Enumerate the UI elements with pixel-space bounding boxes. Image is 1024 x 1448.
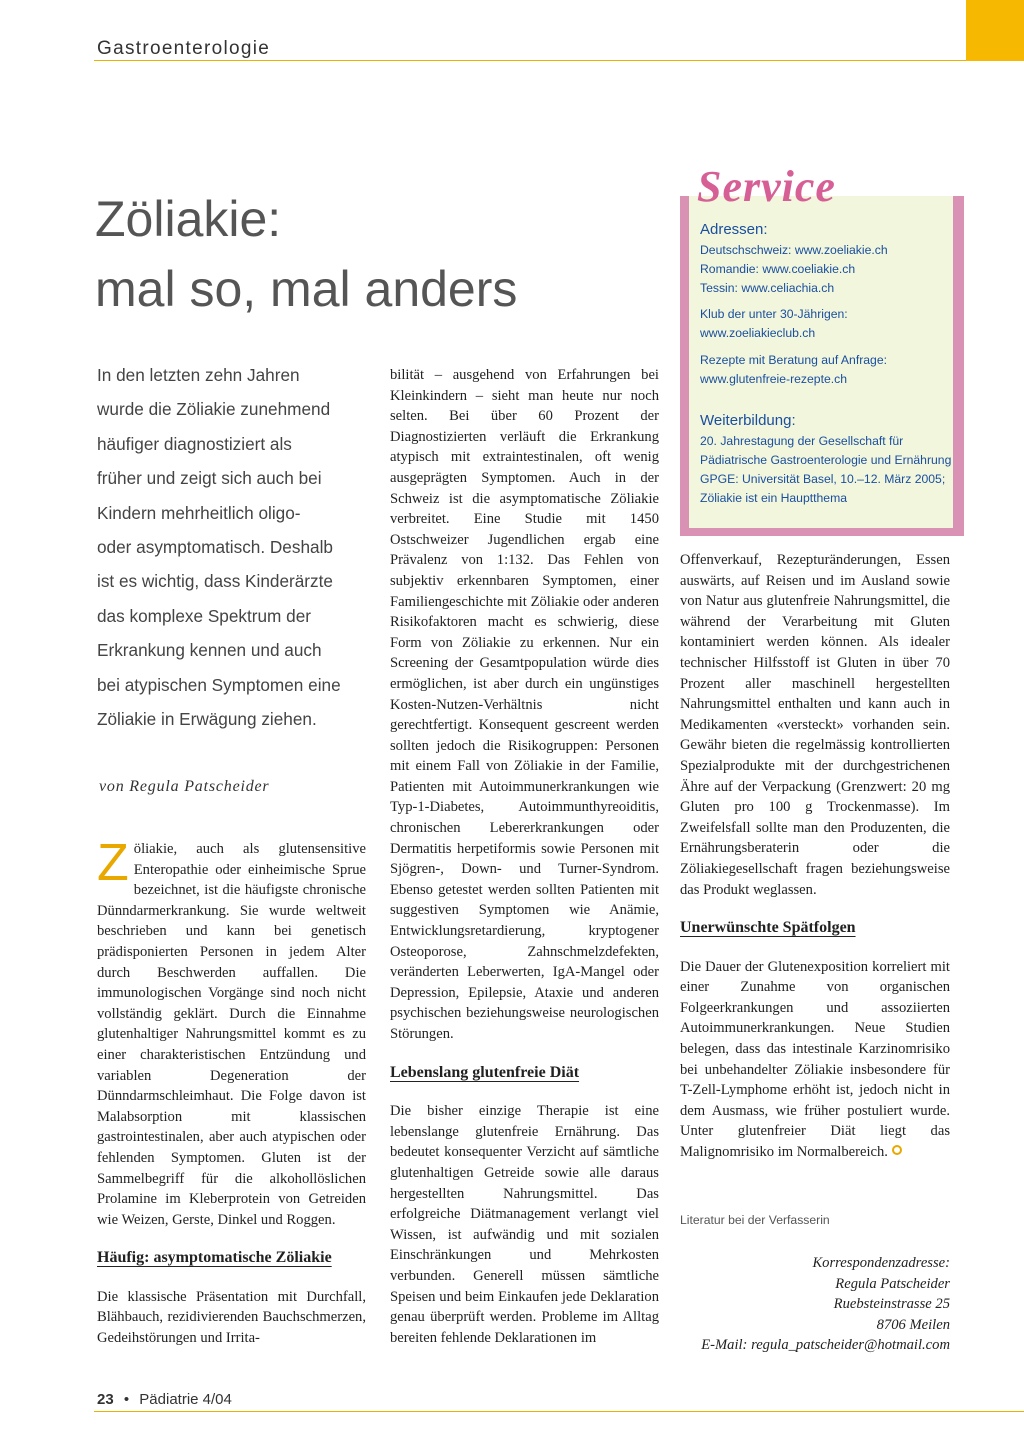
column-1: [97, 834, 366, 1349]
column-2: [390, 365, 659, 1348]
address-email[interactable]: E-Mail: regula_patscheider@hotmail.com: [701, 1337, 950, 1354]
lead-line: Zöliakie in Erwägung ziehen.: [97, 709, 317, 730]
paragraph-spaetfolgen-text: Die Dauer der Glutenexposition korreliert mit einer Zunahme von organischen Folgeerkrankungen und assoziierten Autoimmunerkrankungen. Neue Studien belegen, dass das intestinale Karzinomrisiko bei unbehandelter Zöliakie insbesondere für T-Zell-Lymphome erhöht ist, jedoch nicht in dem Ausmass, wie früher postuliert wurde. Unter glutenfreier Diät liegt das Malignomrisiko im Normalbereich.: [680, 958, 950, 1161]
service-link-tessin[interactable]: Tessin: www.celiachia.ch: [700, 281, 835, 295]
literature-note: Literatur bei der Verfasserin: [680, 1213, 830, 1227]
journal-issue: Pädiatrie 4/04: [139, 1391, 232, 1408]
page-number: 23: [97, 1391, 114, 1408]
author-byline: von Regula Patscheider: [99, 778, 270, 795]
lead-line: Kindern mehrheitlich oligo-: [97, 502, 301, 523]
subheading-diaet: Lebenslang glutenfreie Diät: [390, 1063, 580, 1081]
section-header: Gastroenterologie: [97, 38, 271, 59]
service-link-rezepte[interactable]: www.glutenfreie-rezepte.ch: [700, 372, 847, 386]
lead-line: oder asymptomatisch. Deshalb: [97, 537, 333, 558]
lead-line: Erkrankung kennen und auch: [97, 640, 322, 661]
lead-paragraph: [97, 358, 372, 736]
corner-accent-block: [966, 0, 1024, 61]
service-title: Service: [697, 162, 836, 211]
header-rule: [94, 60, 966, 61]
address-line: Regula Patscheider: [835, 1275, 950, 1292]
page-footer: [97, 1391, 232, 1408]
service-weiterbildung-heading: Weiterbildung:: [700, 412, 796, 429]
service-weiterbildung-line: Pädiatrische Gastroenterologie und Ernährung: [700, 453, 952, 467]
lead-line: das komplexe Spektrum der: [97, 605, 311, 626]
service-link-klub[interactable]: www.zoeliakieclub.ch: [700, 326, 816, 340]
correspondence-address: [680, 1253, 950, 1356]
subheading-spaetfolgen: Unerwünschte Spätfolgen: [680, 919, 856, 937]
paragraph-intro-text: öliakie, auch als glutensensitive Enteropathie oder einheimische Sprue bezeichnet, ist die häufigste chronische Dünndarmerkrankung. Sie wurde weltweit beschrieben und kann bei genetisch prädisponierten Personen in jedem Alter durch Beschwerden auffallen. Die immunologischen Vorgänge sind noch nicht vollständig geklärt. Durch die Einnahme glutenhaltiger Nahrungsmittel kommt es zu einer charakteristischen Entzündung und variablen Degeneration der Dünndarmschleimhaut. Die Folge davon ist Malabsorption mit klassischen gastrointestinalen, aber auch atypischen oder fehlenden Symptomen. Gluten ist der Sammelbegriff für die alkohollöslichen Prolamine im Kleberprotein von Getreiden wie Weizen, Gerste, Dinkel und Roggen.: [97, 841, 366, 1228]
address-line: Ruebsteinstrasse 25: [833, 1296, 950, 1313]
paragraph-intro: [97, 834, 366, 1230]
service-adressen-heading: Adressen:: [700, 221, 768, 238]
address-line: 8706 Meilen: [876, 1316, 950, 1333]
article-title: [95, 184, 517, 324]
end-mark-icon: [892, 1145, 902, 1155]
service-klub-label: Klub der unter 30-Jährigen:: [700, 307, 848, 321]
lead-line: ist es wichtig, dass Kinderärzte: [97, 571, 333, 592]
lead-line: bei atypischen Symptomen eine: [97, 674, 341, 695]
title-line-2: mal so, mal anders: [95, 261, 518, 317]
paragraph-atypisch: bilität – ausgehend von Erfahrungen bei Kleinkindern – sieht man heute nur noch selten. Bei über 60 Prozent der Diagnostizierten verläuft die Erkrankung atypisch mit extraintestinalen, oft wenig ausgeprägten Symptomen. Auch in der Schweiz ist die asymptomatische Zöliakie verbreitet. Eine Studie mit 1450 Ostschweizer Jugendlichen ergab eine Prävalenz von 1:132. Das Fehlen von subjektiv erkennbaren Symptomen, einer Familiengeschichte mit Zöliakie oder anderen Risikofaktoren macht es schwierig, diese Form von Zöliakie zu erkennen. Nur ein Screening der Gesamtpopulation würde dies ermöglichen, ist aber durch ein ungünstiges Kosten-Nutzen-Verhältnis nicht gerechtfertigt. Konsequent gescreent werden sollten jedoch die Risikogruppen: Personen mit einem Fall von Zöliakie in der Familie, Patienten mit Autoimmunerkrankungen wie Typ-1-Diabetes, Autoimmunthyreoiditis, chronischen Lebererkrankungen oder Dermatitis herpetiformis sowie Personen mit Sjögren-, Down- und Turner-Syndrom. Ebenso getestet werden sollten Patienten mit suggestiven Symptomen wie Anämie, Entwicklungsretardierung, kryptogener Osteoporose, Zahnschmelzdefekten, veränderten Leberwerten, IgA-Mangel oder Depression, Epilepsie, Ataxie und anderen psychischen beziehungsweise neurologischen Störungen.: [390, 367, 659, 1042]
lead-line: In den letzten zehn Jahren: [97, 365, 300, 385]
service-weiterbildung-line: Zöliakie ist ein Hauptthema: [700, 491, 847, 505]
lead-line: wurde die Zöliakie zunehmend: [97, 399, 331, 420]
paragraph-praesentation: Die klassische Präsentation mit Durchfall, Blähbauch, rezidivierenden Bauchschmerzen, Gedeihstörungen und Irrita-: [97, 1288, 366, 1347]
column-3: [680, 550, 950, 1163]
paragraph-offenverkauf: Offenverkauf, Rezepturänderungen, Essen auswärts, auf Reisen und im Ausland sowie von Natur aus glutenfreie Nahrungsmittel, die während der Verarbeitung mit Gluten kontaminiert werden können. Als idealer technischer Hilfsstoff ist Gluten in über 70 Prozent aller maschinell hergestellten Nahrungsmittel enthalten und kann auch in Medikamenten «versteckt» vorhanden sein. Gewähr bieten die regelmässig kontrollierten Spezialprodukte mit der durchgestrichenen Ähre auf der Verpackung (Grenzwert: 20 mg Gluten pro 100 g Trockenmasse). Im Zweifelsfall sollte man den Produzenten, die Ernährungsberaterin oder die Zöliakiegesellschaft fragen beziehungsweise das Produkt weglassen.: [680, 552, 950, 898]
footer-rule: [94, 1411, 1024, 1412]
service-weiterbildung-line: GPGE: Universität Basel, 10.–12. März 2005;: [700, 472, 946, 486]
drop-cap: Z: [97, 834, 129, 892]
address-line: Korrespondenzadresse:: [812, 1255, 950, 1271]
paragraph-therapie: Die bisher einzige Therapie ist eine lebenslange glutenfreie Ernährung. Das bedeutet konsequenter Verzicht auf sämtliche glutenhaltigen Getreide sowie alle daraus hergestellten Nahrungsmittel. Das erfolgreiche Diätmanagement verlangt viel Wissen, ist aufwändig und mit sozialen Einschränkungen und Mehrkosten verbunden. Generell müssen sämtliche Speisen und beim Einkaufen jede Deklaration genau überprüft werden. Probleme im Alltag bereiten fehlende Deklarationen im: [390, 1103, 659, 1346]
service-link-deutschschweiz[interactable]: Deutschschweiz: www.zoeliakie.ch: [700, 243, 888, 257]
footer-bullet: •: [123, 1391, 130, 1408]
service-weiterbildung-line: 20. Jahrestagung der Gesellschaft für: [700, 434, 904, 448]
subheading-asymptomatisch: Häufig: asymptomatische Zöliakie: [97, 1249, 332, 1267]
lead-line: früher und zeigt sich auch bei: [97, 468, 322, 489]
service-link-romandie[interactable]: Romandie: www.coeliakie.ch: [700, 262, 856, 276]
lead-line: häufiger diagnostiziert als: [97, 433, 292, 454]
title-line-1: Zöliakie:: [95, 191, 282, 247]
service-rezepte-label: Rezepte mit Beratung auf Anfrage:: [700, 353, 887, 367]
paragraph-spaetfolgen: [680, 957, 950, 1163]
